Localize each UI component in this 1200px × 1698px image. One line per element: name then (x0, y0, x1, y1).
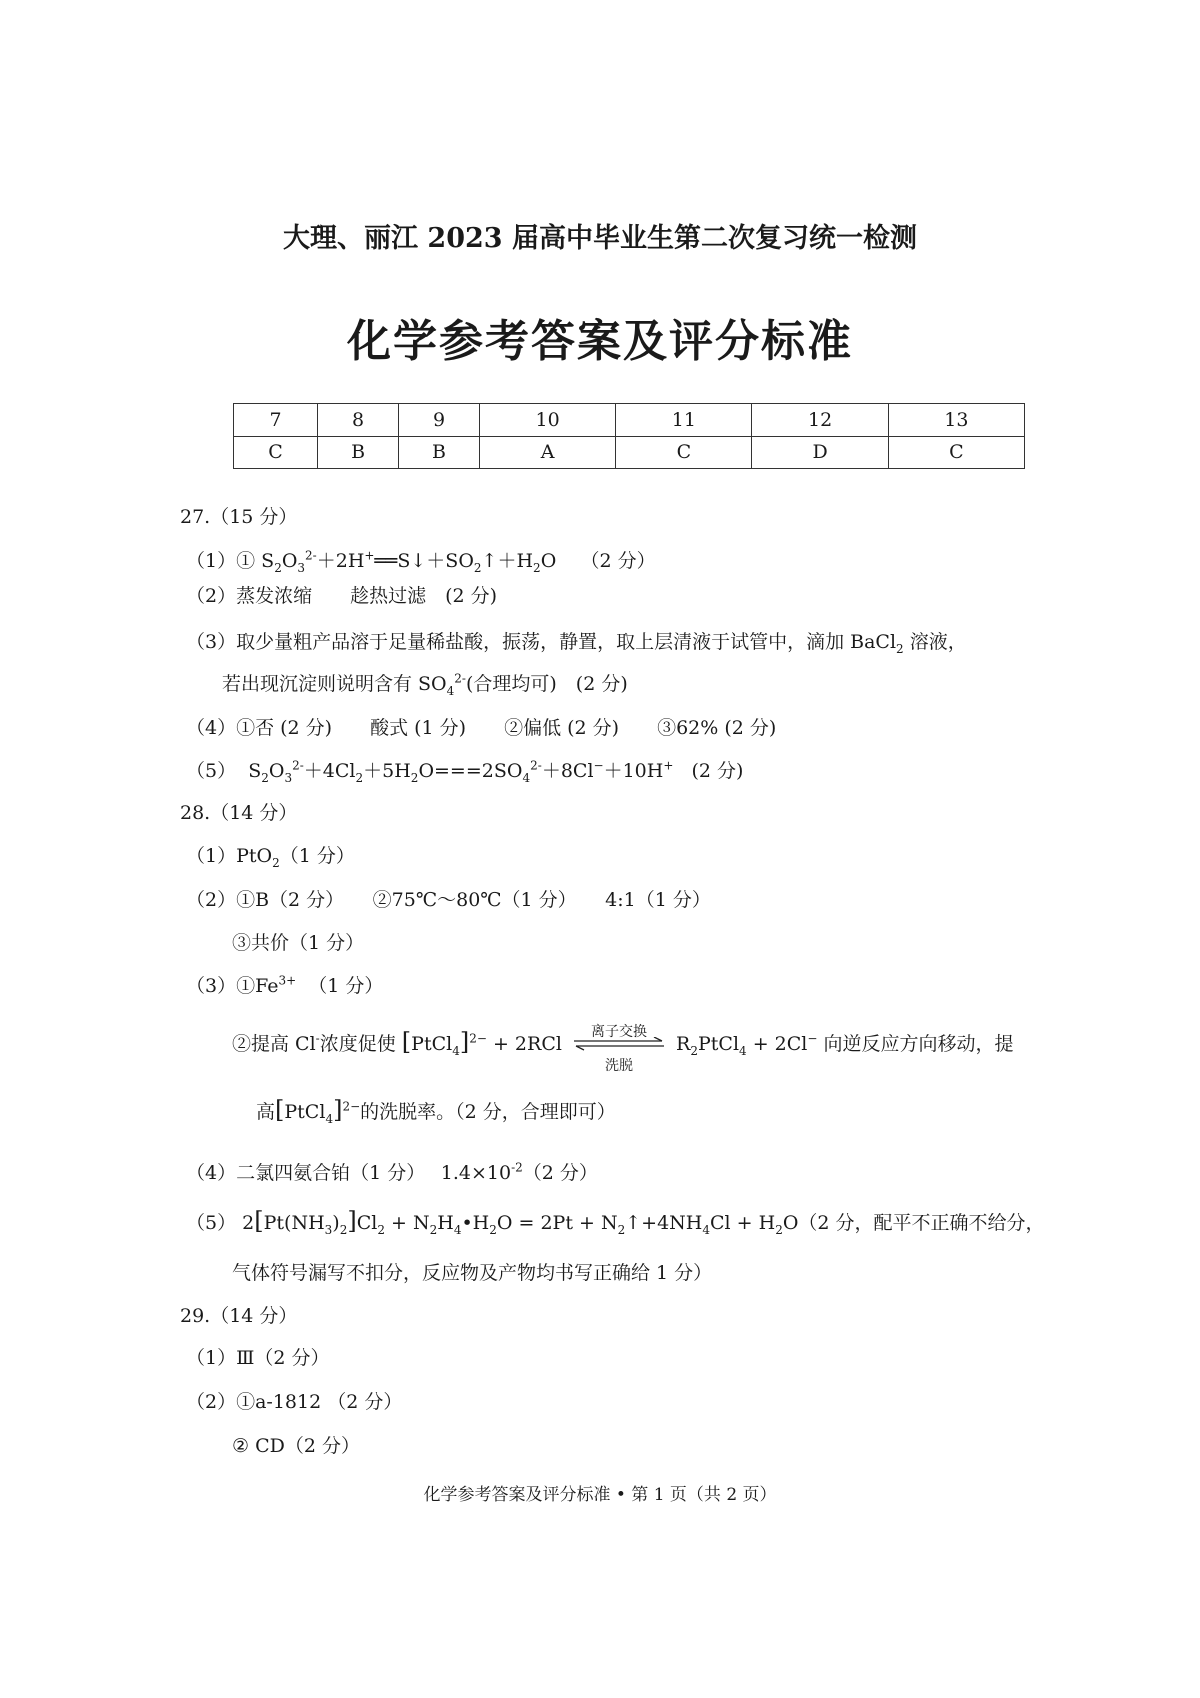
q29-heading: 29.（14 分） (180, 1305, 298, 1327)
chlorine-thiosulfate-equation: $S_2O_3^{2-}+4Cl_2+5H_2O===2SO_4^{2-}+8Cl^-+10H^+$ (248, 758, 674, 785)
q27-part5: （5） $S_2O_3^{2-}+4Cl_2+5H_2O===2SO_4^{2-}+8Cl^-+10H^+$ (2 分) (186, 758, 744, 785)
answer-cell: C (234, 436, 318, 469)
question-number: 9 (399, 404, 480, 437)
thiosulfate-acid-equation: $S_2O_3^{2-}+2H^+══S↓+SO_2↑+H_2O$ (261, 548, 557, 575)
answer-cell: C (888, 436, 1024, 469)
q28-part5: （5） $2[Pt(NH_3)_2]Cl_2$ + $N_2H_4•H_2O = 2Pt$ + $N_2↑+4NH_4Cl + H_2O(2$ 分，配平不正确不给分， (186, 1207, 1045, 1237)
q28-heading: 28.（14 分） (180, 802, 298, 824)
answer-table (233, 403, 1025, 469)
question-number: 10 (480, 404, 616, 437)
question-number: 8 (318, 404, 399, 437)
q28-part5-line2: 气体符号漏写不扣分，反应物及产物均书写正确给 1 分） (232, 1262, 713, 1284)
q27-heading: 27.（15 分） (180, 506, 298, 528)
q27-part3-line2: 若出现沉淀则说明含有 $SO_4^{2-}$(合理均可) (2 分) (222, 671, 628, 698)
table-row (234, 436, 1025, 469)
question-number: 12 (752, 404, 888, 437)
q28-part4: （4）二氯四氨合铂（1 分） $1.4\times 10^{-2}(2$ 分） (186, 1160, 598, 1184)
q29-part2-line2: ② CD（2 分） (232, 1435, 360, 1457)
q28-part3: $(3)①Fe^{3+}$ （1 分） (186, 973, 384, 997)
reversible-arrow: 离子交换 洗脱 (572, 1025, 666, 1065)
answer-cell: D (752, 436, 888, 469)
q27-part4: （4）①否 (2 分) 酸式 (1 分) ②偏低 (2 分) ③62% (2 分) (186, 717, 777, 739)
q28-part3-line2: ②提高 Cl-浓度促使 [PtCl$_4$]$^{2-}$ + 2RCl 离子交换 洗脱 $R_2PtCl_4 + 2Cl^-$ 向逆反应方向移动，提 (232, 1024, 1014, 1074)
platinum-reduction-equation: $2[Pt(NH_3)_2]Cl_2$ + $N_2H_4•H_2O = 2Pt$ + $N_2↑+4NH_4Cl + H_2O$ (242, 1207, 799, 1237)
q27-part2: （2）蒸发浓缩 趁热过滤 (2 分) (186, 585, 498, 607)
answer-cell: B (318, 436, 399, 469)
q28-part2-line2: ③共价（1 分） (232, 932, 365, 954)
q28-part2: （2）①B（2 分） ②75℃～80℃（1 分） 4:1（1 分） (186, 889, 711, 911)
exam-subtitle: 大理、丽江 2023 届高中毕业生第二次复习统一检测 (283, 223, 917, 254)
q28-part3-line3: 高[PtCl$_4$]$^{2-}$的洗脱率。（2 分，合理即可） (256, 1096, 616, 1126)
reversible-arrow-icon (572, 1037, 666, 1051)
question-number: 11 (616, 404, 752, 437)
page-footer: 化学参考答案及评分标准 • 第 1 页（共 2 页） (423, 1485, 777, 1505)
question-number: 7 (234, 404, 318, 437)
q27-part1: （1）① $S_2O_3^{2-}+2H^+══S↓+SO_2↑+H_2O$ （2 分） (186, 548, 656, 575)
ion-exchange-equation: [PtCl$_4$]$^{2-}$ + 2RCl (401, 1028, 562, 1058)
q27-part3: （3）取少量粗产品溶于足量稀盐酸，振荡，静置，取上层清液于试管中，滴加 BaCl$_2$ 溶液， (186, 631, 967, 656)
page-title: 化学参考答案及评分标准 (347, 316, 853, 367)
question-number: 13 (888, 404, 1024, 437)
table-row (234, 404, 1025, 437)
answer-cell: A (480, 436, 616, 469)
q28-part1: （1）PtO$_2$（1 分） (186, 845, 355, 870)
answer-cell: B (399, 436, 480, 469)
answer-cell: C (616, 436, 752, 469)
q29-part1: （1）Ⅲ（2 分） (186, 1347, 330, 1369)
q29-part2: （2）①a-1812 （2 分） (186, 1391, 403, 1413)
